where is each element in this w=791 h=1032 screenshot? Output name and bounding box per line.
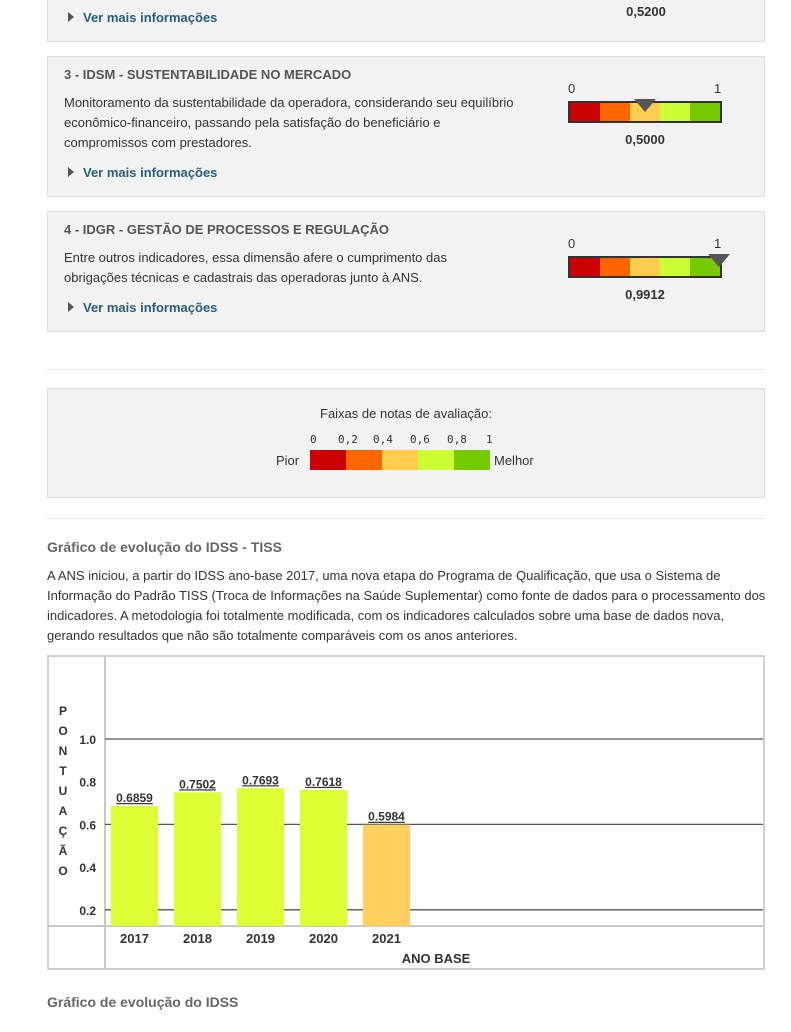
legend-tick: 0 xyxy=(310,433,317,446)
caret-right-icon xyxy=(68,302,74,312)
y-tick-label: 0.4 xyxy=(79,861,96,876)
x-tick-label: 2021 xyxy=(372,931,401,946)
section-title: Gráfico de evolução do IDSS xyxy=(47,994,239,1010)
caret-right-icon xyxy=(68,12,74,22)
gauge-marker-icon xyxy=(708,254,730,267)
idss-tiss-chart xyxy=(47,655,765,970)
dimension-title: 4 - IDGR - GESTÃO DE PROCESSOS E REGULAÇÃO xyxy=(64,222,390,237)
y-axis-label-letter: P xyxy=(58,704,68,718)
x-tick-label: 2017 xyxy=(120,931,149,946)
chart-bar xyxy=(363,825,410,926)
gauge-bar xyxy=(568,256,722,278)
divider xyxy=(47,369,765,370)
gauge-min-label: 0 xyxy=(568,236,576,251)
x-tick-label: 2020 xyxy=(309,931,338,946)
bar-value-label: 0.5984 xyxy=(368,809,405,824)
legend-worst-label: Pior xyxy=(276,453,300,468)
legend-best-label: Melhor xyxy=(494,453,534,468)
bar-value-label: 0.7618 xyxy=(305,774,342,789)
dimension-panel-previous xyxy=(47,0,765,42)
y-axis-label-letter: T xyxy=(59,764,67,778)
gauge-min-label: 0 xyxy=(568,81,576,96)
chart-bar xyxy=(237,788,284,926)
x-tick-label: 2019 xyxy=(246,931,275,946)
legend-tick: 1 xyxy=(486,433,493,446)
legend-tick: 0,8 xyxy=(447,433,467,446)
y-tick-label: 0.2 xyxy=(79,903,96,918)
more-info-link[interactable]: Ver mais informações xyxy=(68,165,217,180)
dimension-value: 0,5200 xyxy=(626,4,666,19)
y-axis-label-letter: Ç xyxy=(58,824,68,838)
caret-right-icon xyxy=(68,167,74,177)
bar-value-label: 0.7502 xyxy=(179,777,216,792)
chart-bar xyxy=(174,792,221,926)
legend-tick: 0,6 xyxy=(410,433,430,446)
legend-tick: 0,2 xyxy=(338,433,358,446)
more-info-link[interactable]: Ver mais informações xyxy=(68,300,217,315)
y-axis-label-letter: N xyxy=(58,744,68,758)
gauge-marker-icon xyxy=(634,99,656,112)
legend-tick: 0,4 xyxy=(373,433,393,446)
bar-value-label: 0.7693 xyxy=(242,773,279,788)
dimension-description: Entre outros indicadores, essa dimensão afere o cumprimento das obrigações técnicas e cadastrais das operadoras junto à ANS. xyxy=(64,250,447,285)
divider xyxy=(47,518,765,519)
y-tick-label: 0.8 xyxy=(79,775,96,790)
bar-value-label: 0.6859 xyxy=(116,791,153,806)
y-axis-label-letter: O xyxy=(58,864,68,878)
chart-bar xyxy=(300,790,347,926)
y-axis-label-letter: U xyxy=(58,784,68,798)
dimension-panel-idgr xyxy=(47,211,765,332)
y-tick-label: 1.0 xyxy=(79,733,96,747)
section-paragraph: A ANS iniciou, a partir do IDSS ano-base 2017, uma nova etapa do Programa de Qualificação, que usa o Sistema de Informação do Padrão TISS (Troca de Informações na Saúde Suplementar) como fonte de dados para o processamento dos indicadores. A metodologia foi totalmente modificada, com os indicadores calculados sobre uma base de dados nova, gerando resultados que não são totalmente comparáveis com os anos anteriores. xyxy=(47,568,766,643)
legend-title: Faixas de notas de avaliação: xyxy=(320,406,492,421)
dimension-title: 3 - IDSM - SUSTENTABILIDADE NO MERCADO xyxy=(64,67,352,82)
x-tick-label: 2018 xyxy=(183,931,212,946)
dimension-description: Monitoramento da sustentabilidade da operadora, considerando seu equilíbrio econômico-financeiro, passando pela satisfação do beneficiário e compromissos com prestadores. xyxy=(64,95,514,150)
section-title: Gráfico de evolução do IDSS - TISS xyxy=(47,539,282,555)
legend-color-scale xyxy=(310,450,490,470)
chart-bar xyxy=(111,806,158,926)
y-axis-label-letter: O xyxy=(58,724,68,738)
dimension-value: 0,9912 xyxy=(625,287,665,302)
legend-ticks xyxy=(310,433,510,447)
dimension-value: 0,5000 xyxy=(625,132,665,147)
rating-legend-panel xyxy=(47,388,765,498)
gauge-max-label: 1 xyxy=(714,236,722,251)
y-axis-label-letter: Ã xyxy=(58,844,68,858)
gauge-max-label: 1 xyxy=(714,81,722,96)
chart-canvas xyxy=(49,657,763,968)
y-axis-label-letter: A xyxy=(58,804,68,818)
x-axis-label: ANO BASE xyxy=(401,951,471,966)
more-info-link[interactable]: Ver mais informações xyxy=(68,10,217,25)
y-tick-label: 0.6 xyxy=(79,818,96,833)
dimension-panel-idsm xyxy=(47,56,765,197)
